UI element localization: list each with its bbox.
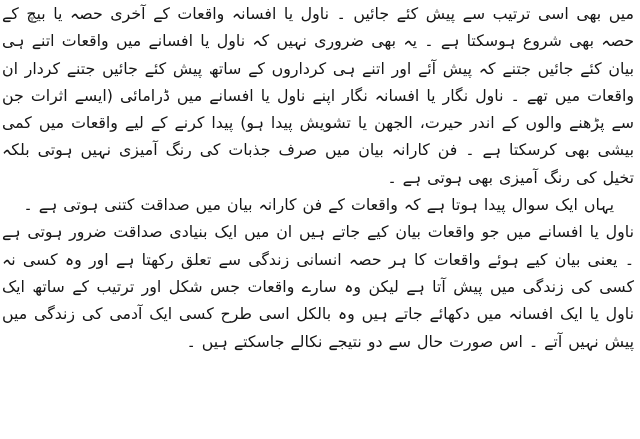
paragraph: یہاں ایک سوال پیدا ہوتا ہے کہ واقعات کے فن کارانہ بیان میں صداقت کتنی ہوتی ہے ۔ <box>23 195 614 215</box>
urdu-text-body <box>2 0 634 355</box>
paragraph: ناول یا افسانے میں جو واقعات بیان کیے جاتے ہیں ان میں ایک بنیادی صداقت ضرور ہوتی ہے ۔ یعنی بیان کیے ہوئے واقعات کا ہر حصہ انسانی زندگی سے تعلق رکھتا ہے اور وہ کسی نہ کسی کی زندگی میں پیش آتا ہے لیکن وہ سارے واقعات جس شکل اور ترتیب کے ساتھ ایک ناول یا ایک افسانہ میں دکھائے جاتے ہیں وہ بالکل اسی طرح کسی ایک آدمی کی زندگی میں پیش نہیں آتے ۔ اس صورت حال سے دو نتیجے نکالے جاسکتے ہیں ۔ <box>2 222 634 351</box>
paragraph: میں بھی اسی ترتیب سے پیش کئے جائیں ۔ ناول یا افسانہ واقعات کے آخری حصہ یا بیچ کے حصہ بھی شروع ہوسکتا ہے ۔ یہ بھی ضروری نہیں کہ ناول یا افسانے میں واقعات اتنے ہی بیان کئے جائیں جتنے کہ پیش آئے اور اتنے ہی کرداروں کے ساتھ پیش کئے جائیں جتنے کردار ان واقعات میں تھے ۔ ناول نگار یا افسانہ نگار اپنے ناول یا افسانے میں ڈرامائی (ایسے اثرات جن سے پڑھنے والوں کے اندر حیرت، الجھن یا تشویش پیدا ہو) پیدا کرنے کے لیے واقعات میں کمی بیشی بھی کرسکتا ہے ۔ فن کارانہ بیان میں صرف جذبات کی رنگ آمیزی نہیں ہوتی بلکہ تخیل کی رنگ آمیزی بھی ہوتی ہے ۔ <box>2 4 634 187</box>
